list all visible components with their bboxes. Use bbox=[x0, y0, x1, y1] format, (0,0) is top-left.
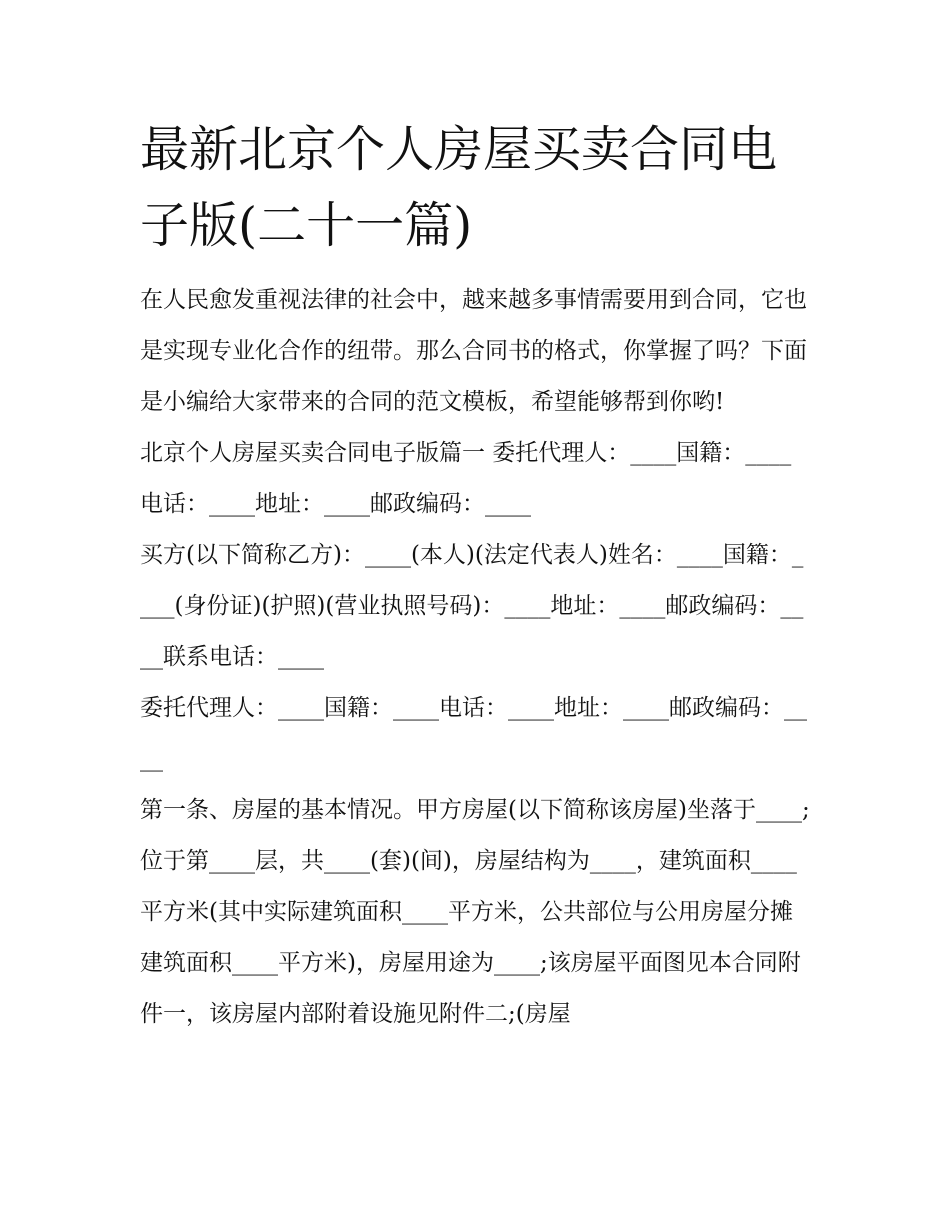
buyer-info-paragraph: 买方(以下简称乙方)：____(本人)(法定代表人)姓名：____国籍：____(身份证)(护照)(营业执照号码)：____地址：____邮政编码：____联系电话：____ bbox=[140, 542, 804, 670]
intro-paragraph: 在人民愈发重视法律的社会中，越来越多事情需要用到合同，它也是实现专业化合作的纽带。那么合同书的格式，你掌握了吗？下面是小编给大家带来的合同的范文模板，希望能够帮到你哟! bbox=[140, 287, 807, 415]
document-body bbox=[140, 275, 812, 1040]
document-title: 最新北京个人房屋买卖合同电子版(二十一篇) bbox=[140, 121, 778, 254]
buyer-agent-info-paragraph: 委托代理人：____国籍：____电话：____地址：____邮政编码：____ bbox=[140, 695, 807, 772]
agent-info-paragraph: 北京个人房屋买卖合同电子版篇一 委托代理人：____国籍：____电话：____地址：____邮政编码：____ bbox=[140, 440, 792, 517]
article-one-paragraph: 第一条、房屋的基本情况。甲方房屋(以下简称该房屋)坐落于____;位于第____层，共____(套)(间)，房屋结构为____，建筑面积____平方米(其中实际建筑面积____平方米，公共部位与公用房屋分摊建筑面积____平方米)，房屋用途为____;该房屋平面图见本合同附件一，该房屋内部附着设施见附件二;(房屋 bbox=[140, 797, 810, 1027]
